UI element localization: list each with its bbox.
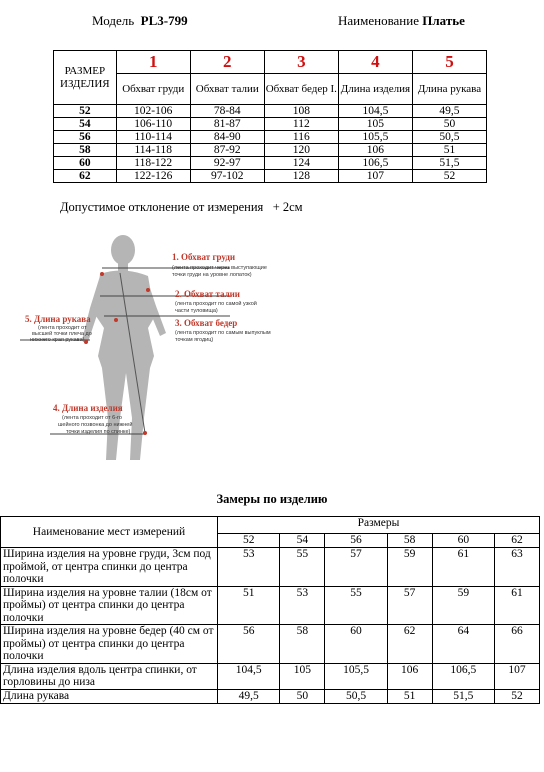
measure-value: 59 <box>387 548 432 587</box>
value-cell: 92-97 <box>190 157 264 170</box>
label-chest-desc: (лента проходит через выступающие <box>172 265 267 271</box>
measure-value: 64 <box>432 625 494 664</box>
value-cell: 49,5 <box>412 105 486 118</box>
measure-value: 49,5 <box>218 689 280 703</box>
value-cell: 116 <box>264 131 338 144</box>
measure-value: 61 <box>495 586 540 625</box>
value-cell: 52 <box>412 170 486 183</box>
col-number: 5 <box>412 51 486 74</box>
measure-value: 53 <box>218 548 280 587</box>
size-cell: 56 <box>54 131 117 144</box>
label-waist-desc: (лента проходит по самой узкой <box>175 301 257 307</box>
value-cell: 81-87 <box>190 118 264 131</box>
col-name: Длина рукава <box>412 74 486 105</box>
size-header: 54 <box>280 534 325 548</box>
value-cell: 102-106 <box>116 105 190 118</box>
label-waist-title: 2. Обхват талии <box>175 289 240 299</box>
tolerance-note <box>60 200 303 215</box>
table-row <box>54 157 487 170</box>
table-row <box>54 131 487 144</box>
label-waist-desc: части туловища) <box>175 308 218 314</box>
measure-label: Ширина изделия на уровне бедер (40 см от проймы) от центра спинки до центра полочки <box>1 625 218 664</box>
measure-label: Длина изделия вдоль центра спинки, от горловины до низа <box>1 663 218 689</box>
value-cell: 106 <box>338 144 412 157</box>
name-line <box>338 13 465 29</box>
measure-label: Длина рукава <box>1 689 218 703</box>
label-length-desc: точки изделия по спинке) <box>66 429 131 435</box>
table-row <box>54 170 487 183</box>
measure-value: 106 <box>387 663 432 689</box>
measure-value: 66 <box>495 625 540 664</box>
value-cell: 50 <box>412 118 486 131</box>
size-header: 52 <box>218 534 280 548</box>
size-cell: 62 <box>54 170 117 183</box>
label-length-desc: шейного позвонка до нижней <box>58 422 133 428</box>
value-cell: 128 <box>264 170 338 183</box>
size-header: 58 <box>387 534 432 548</box>
label-chest-desc: точки груди на уровне лопаток) <box>172 272 252 278</box>
label-sleeve-title: 5. Длина рукава <box>25 314 91 324</box>
table-row <box>1 663 540 689</box>
measurement-figure <box>20 228 340 468</box>
size-corner-label: РАЗМЕР ИЗДЕЛИЯ <box>54 51 117 105</box>
measure-value: 51,5 <box>432 689 494 703</box>
size-cell: 54 <box>54 118 117 131</box>
value-cell: 106-110 <box>116 118 190 131</box>
table-row <box>54 144 487 157</box>
table-row <box>54 105 487 118</box>
measure-value: 62 <box>387 625 432 664</box>
measure-value: 106,5 <box>432 663 494 689</box>
value-cell: 84-90 <box>190 131 264 144</box>
label-chest-title: 1. Обхват груди <box>172 252 236 262</box>
col-number: 1 <box>116 51 190 74</box>
value-cell: 105,5 <box>338 131 412 144</box>
col-name: Длина изделия <box>338 74 412 105</box>
size-header: 62 <box>495 534 540 548</box>
value-cell: 110-114 <box>116 131 190 144</box>
model-code: PL3-799 <box>140 13 188 28</box>
size-cell: 52 <box>54 105 117 118</box>
measure-value: 58 <box>280 625 325 664</box>
name-label: Наименование <box>338 13 419 28</box>
value-cell: 118-122 <box>116 157 190 170</box>
measure-value: 50,5 <box>325 689 387 703</box>
value-cell: 124 <box>264 157 338 170</box>
col-name: Обхват бедер I. <box>264 74 338 105</box>
size-cell: 58 <box>54 144 117 157</box>
col-number: 4 <box>338 51 412 74</box>
value-cell: 51,5 <box>412 157 486 170</box>
table-row <box>1 689 540 703</box>
label-hip-title: 3. Обхват бедер <box>175 318 238 328</box>
value-cell: 50,5 <box>412 131 486 144</box>
label-sleeve-desc: высшей точки плеча до <box>32 331 92 337</box>
measure-value: 105,5 <box>325 663 387 689</box>
size-header: 60 <box>432 534 494 548</box>
label-sleeve-desc: нижнего края рукава) <box>30 337 85 343</box>
value-cell: 51 <box>412 144 486 157</box>
measures-head-right: Размеры <box>218 517 540 534</box>
measure-value: 59 <box>432 586 494 625</box>
value-cell: 106,5 <box>338 157 412 170</box>
table-row <box>1 586 540 625</box>
value-cell: 108 <box>264 105 338 118</box>
size-table <box>53 50 487 183</box>
measure-label: Ширина изделия на уровне груди, 3см под проймой, от центра спинки до центра полочки <box>1 548 218 587</box>
measures-title: Замеры по изделию <box>216 492 328 506</box>
label-length-title: 4. Длина изделия <box>53 403 123 413</box>
table-row <box>54 118 487 131</box>
value-cell: 107 <box>338 170 412 183</box>
model-line <box>92 13 188 29</box>
measure-value: 55 <box>280 548 325 587</box>
value-cell: 97-102 <box>190 170 264 183</box>
col-name: Обхват талии <box>190 74 264 105</box>
value-cell: 120 <box>264 144 338 157</box>
measure-value: 60 <box>325 625 387 664</box>
size-cell: 60 <box>54 157 117 170</box>
measure-value: 50 <box>280 689 325 703</box>
measure-value: 104,5 <box>218 663 280 689</box>
measure-value: 57 <box>387 586 432 625</box>
measure-value: 51 <box>218 586 280 625</box>
value-cell: 78-84 <box>190 105 264 118</box>
table-row <box>1 625 540 664</box>
size-header: 56 <box>325 534 387 548</box>
measure-value: 51 <box>387 689 432 703</box>
value-cell: 87-92 <box>190 144 264 157</box>
value-cell: 104,5 <box>338 105 412 118</box>
value-cell: 122-126 <box>116 170 190 183</box>
col-number: 3 <box>264 51 338 74</box>
measure-value: 55 <box>325 586 387 625</box>
value-cell: 105 <box>338 118 412 131</box>
label-hip-desc: точкам ягодиц) <box>175 337 214 343</box>
model-label: Модель <box>92 13 135 28</box>
label-sleeve-desc: (лента проходит от <box>38 325 87 331</box>
table-row <box>1 548 540 587</box>
label-hip-desc: (лента проходит по самым выпуклым <box>175 330 271 336</box>
tolerance-value: + 2см <box>272 200 303 214</box>
col-number: 2 <box>190 51 264 74</box>
value-cell: 114-118 <box>116 144 190 157</box>
measures-head-left: Наименование мест измерений <box>1 517 218 548</box>
measure-value: 63 <box>495 548 540 587</box>
measure-value: 56 <box>218 625 280 664</box>
measure-label: Ширина изделия на уровне талии (18см от проймы) от центра спинки до центра полочки <box>1 586 218 625</box>
measures-table <box>0 516 540 704</box>
measure-value: 57 <box>325 548 387 587</box>
measure-value: 61 <box>432 548 494 587</box>
name-value: Платье <box>422 13 465 28</box>
measure-value: 105 <box>280 663 325 689</box>
measure-value: 53 <box>280 586 325 625</box>
measure-value: 52 <box>495 689 540 703</box>
measure-value: 107 <box>495 663 540 689</box>
col-name: Обхват груди <box>116 74 190 105</box>
tolerance-text: Допустимое отклонение от измерения <box>60 200 264 214</box>
value-cell: 112 <box>264 118 338 131</box>
label-length-desc: (лента проходит от 6-го <box>62 415 122 421</box>
